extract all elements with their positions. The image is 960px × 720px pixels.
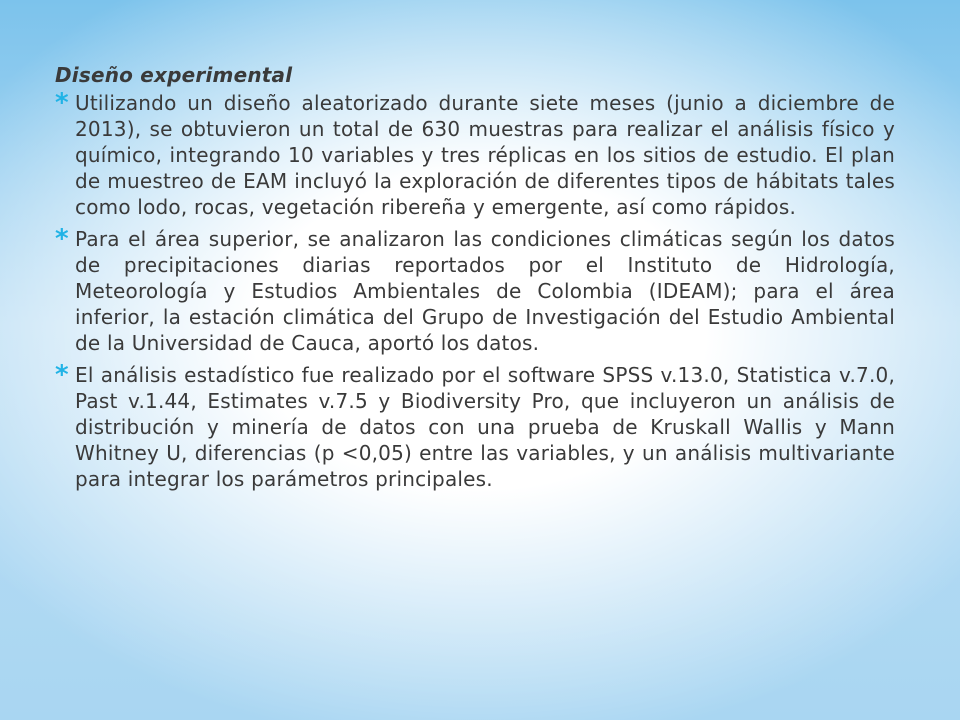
asterisk-bullet-icon: * [55, 360, 69, 390]
bullet-item [55, 362, 895, 492]
bullet-item [55, 90, 895, 220]
slide-heading: Diseño experimental [55, 63, 293, 87]
asterisk-bullet-icon: * [55, 224, 69, 254]
bullet-item [55, 226, 895, 356]
bullet-list [55, 90, 895, 492]
bullet-text: El análisis estadístico fue realizado por el software SPSS v.13.0, Statistica v.7.0, Past v.1.44, Estimates v.7.5 y Biodiversity Pro, que incluyeron un análisis de distribución y minería de datos con una prueba de Kruskall Wallis y Mann Whitney U, diferencias (p <0,05) entre las variables, y un análisis multivariante para integrar los parámetros principales. [75, 363, 895, 491]
slide-content [55, 60, 895, 492]
bullet-text: Utilizando un diseño aleatorizado durante siete meses (junio a diciembre de 2013), se obtuvieron un total de 630 muestras para realizar el análisis físico y químico, integrando 10 variables y tres réplicas en los sitios de estudio. El plan de muestreo de EAM incluyó la exploración de diferentes tipos de hábitats tales como lodo, rocas, vegetación ribereña y emergente, así como rápidos. [75, 91, 895, 219]
bullet-text: Para el área superior, se analizaron las condiciones climáticas según los datos de precipitaciones diarias reportados por el Instituto de Hidrología, Meteorología y Estudios Ambientales de Colombia (IDEAM); para el área inferior, la estación climática del Grupo de Investigación del Estudio Ambiental de la Universidad de Cauca, aportó los datos. [75, 227, 895, 355]
asterisk-bullet-icon: * [55, 88, 69, 118]
